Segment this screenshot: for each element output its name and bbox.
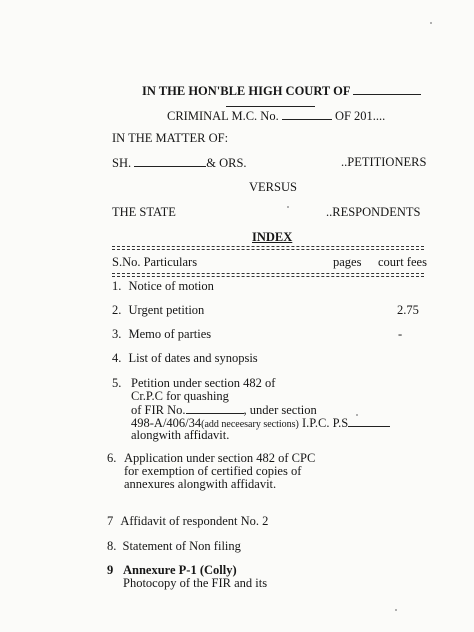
ors-label: & ORS. xyxy=(206,156,247,170)
scan-speck xyxy=(287,206,289,208)
fir-number-blank xyxy=(186,402,244,414)
item-text: Photocopy of the FIR and its xyxy=(123,576,268,590)
case-number-blank xyxy=(282,108,332,120)
court-name-blank xyxy=(353,83,421,95)
state-label: THE STATE xyxy=(112,205,176,219)
item-number: 2. xyxy=(112,303,122,317)
list-item xyxy=(107,539,241,554)
court-title-text: IN THE HON'BLE HIGH COURT OF xyxy=(142,84,351,98)
list-item xyxy=(107,514,268,529)
petitioners-label: ..PETITIONERS xyxy=(341,155,427,169)
case-suffix: OF 201.... xyxy=(334,109,386,123)
dashed-rule-bottom-1 xyxy=(112,273,424,274)
list-item xyxy=(112,327,211,342)
respondents-label: ..RESPONDENTS xyxy=(326,205,421,219)
item-number: 5. xyxy=(112,376,122,390)
item-text: Urgent petition xyxy=(128,303,205,317)
under-section-label: , under section xyxy=(243,403,317,417)
dashed-rule-bottom-2 xyxy=(112,276,424,277)
item-text: annexures alongwith affidavit. xyxy=(124,477,277,491)
fir-label: of FIR No. xyxy=(131,403,186,417)
item-text: Statement of Non filing xyxy=(122,539,241,553)
petitioner-line xyxy=(112,155,247,171)
item-number: 9 xyxy=(107,563,114,577)
column-pages: pages xyxy=(333,255,362,269)
list-item xyxy=(112,351,258,366)
sh-label: SH. xyxy=(112,156,132,170)
item-number: 7 xyxy=(107,514,114,528)
dashed-rule-top-2 xyxy=(112,249,424,250)
annexure-title: Annexure P-1 (Colly) xyxy=(123,563,237,577)
scan-speck xyxy=(395,609,397,611)
scan-speck xyxy=(356,414,358,416)
item-number: 1. xyxy=(112,279,122,293)
item-number: 8. xyxy=(107,539,117,553)
item-number: 4. xyxy=(112,351,122,365)
index-title: INDEX xyxy=(252,230,293,244)
dashed-rule-top-1 xyxy=(112,246,424,247)
case-number-line xyxy=(167,108,385,124)
list-item xyxy=(112,303,204,318)
item-text: Application under section 482 of CPC xyxy=(124,451,316,465)
item-text: Petition under section 482 of xyxy=(131,376,276,390)
item-text: List of dates and synopsis xyxy=(128,351,258,365)
item-text: alongwith affidavit. xyxy=(131,428,230,442)
ipc-ps-label: I.P.C. P.S xyxy=(298,416,349,430)
petitioner-name-blank xyxy=(134,155,206,167)
column-particulars: S.No. Particulars xyxy=(112,255,198,269)
item-text: Affidavit of respondent No. 2 xyxy=(120,514,269,528)
item-text: Notice of motion xyxy=(128,279,214,293)
item-number: 6. xyxy=(107,451,117,465)
court-fee-value: - xyxy=(398,327,403,341)
list-item xyxy=(112,279,214,294)
title-underline xyxy=(226,106,315,107)
item-text: Memo of parties xyxy=(128,327,212,341)
police-station-blank xyxy=(348,415,390,427)
item-number: 3. xyxy=(112,327,122,341)
item-text: Cr.P.C for quashing xyxy=(131,389,229,403)
case-prefix: CRIMINAL M.C. No. xyxy=(167,109,279,123)
sections-note: (add neceesary sections) xyxy=(201,419,299,430)
court-fee-value: 2.75 xyxy=(397,303,419,317)
scan-speck xyxy=(430,22,432,24)
versus-label: VERSUS xyxy=(249,180,297,194)
sections-text: 498-A/406/34 xyxy=(131,416,202,430)
column-court-fees: court fees xyxy=(378,255,427,269)
in-the-matter-of: IN THE MATTER OF: xyxy=(112,131,229,145)
court-title xyxy=(142,83,421,99)
item-text: for exemption of certified copies of xyxy=(124,464,302,478)
